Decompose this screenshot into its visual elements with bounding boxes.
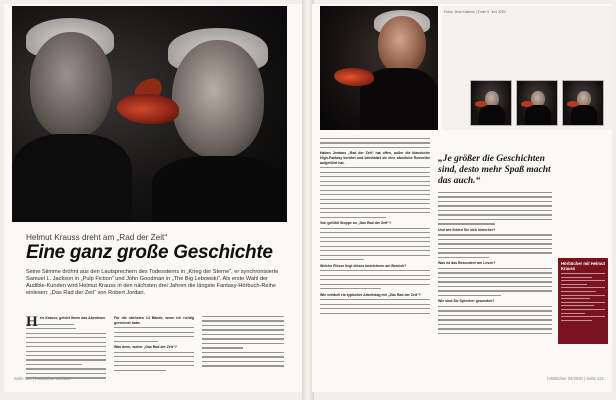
face-left: [30, 32, 112, 138]
question-text: Was denn, woher „Das Rad der Zeit“?: [114, 345, 177, 350]
body-text-block: [320, 167, 430, 218]
body-column-3: [202, 316, 284, 370]
question-text: err Krauss, gehört Ihnen das Abenteuer: [39, 316, 106, 320]
book-sidebar: [558, 258, 608, 344]
photo-credit: Fotos: Jens Kalaene | Erwin 5. Juni 2020: [444, 10, 506, 14]
sidebar-title: Hörbücher mit Helmut Krauss: [561, 261, 605, 271]
article-headline: Eine ganz große Geschichte: [26, 242, 273, 263]
body-text-block: [320, 299, 430, 314]
photo-strip: [442, 6, 612, 130]
body-shape: [12, 134, 132, 222]
thumbnail-photo: [470, 80, 512, 126]
body-text-block: [438, 306, 552, 334]
body-text-block: [438, 234, 552, 258]
body-text-block: [320, 270, 430, 289]
drop-cap: H: [26, 314, 38, 330]
body-text-block: [320, 228, 430, 261]
body-text-block: [114, 327, 194, 342]
question-text: Welche Flüsse liegt dieses bezeichnen am Bereich?: [320, 263, 407, 268]
article-lead: Seine Stimme dröhnt aus den Lautsprechern des Todessterns in „Krieg der Sterne“, er synchronisierte Samuel L. Jackson in „Pulp Fiction“ und John Goodman in „The Big Lebowski“. Als erste Wahl der Audible-Kunden wird Helmut Krauss in den nächsten drei Jahren die längste Fantasy-Hörbuch-Reihe einlesen: „Das Rad der Zeit“ von Robert Jordan.: [26, 269, 279, 296]
dragon-figure: [117, 94, 179, 124]
thumbnail-photo: [562, 80, 604, 126]
left-page: [4, 4, 304, 392]
question-text: Wie sind Sie Sprecher geworden?: [438, 299, 495, 304]
face-portrait: [378, 16, 426, 74]
dragon-figure: [334, 68, 374, 86]
body-text-block: [114, 352, 194, 371]
hero-photo: [12, 6, 287, 222]
question-text: Für die nächsten 14 Bände, wenn ich richtig gerechnet habe.: [114, 316, 194, 325]
article-kicker: Helmut Krauss dreht am „Rad der Zeit“: [26, 233, 168, 242]
right-body-column-2: [438, 192, 552, 337]
question-text: Haben Jordans „Rad der Zeit“ hat offen, außer die klassische High-Fantasy berührt und beinhaltet sie eine sämtliche Romreihe aufgeführt hat.: [320, 151, 430, 165]
thumbnail-photo: [516, 80, 558, 126]
portrait-photo: [320, 6, 438, 130]
face-right: [172, 40, 264, 158]
body-shape: [152, 156, 287, 222]
page-folio: Seite 120 | hörBücher 04/2020: [14, 376, 71, 381]
right-body-column-1: [320, 138, 430, 317]
page-folio: hörBücher 04/2020 | Seite 121: [547, 376, 604, 381]
pull-quote: „Je größer die Geschichten sind, desto mehr Spaß macht das auch.“: [438, 154, 551, 186]
body-column-2: [114, 316, 194, 374]
question-text: Was ist das Besondere am Lesen?: [438, 261, 496, 266]
body-column-1: [26, 316, 106, 382]
body-text-block: [320, 138, 430, 148]
right-page: [312, 4, 612, 392]
body-text-block: [438, 192, 552, 225]
question-text: Wie verläuft ein typischer Arbeitstag mit „Das Rad der Zeit“?: [320, 292, 421, 297]
body-text-block: [202, 316, 284, 367]
question-text: Und wie fühlen Sie sich hinterher?: [438, 227, 496, 232]
body-text-block: [26, 324, 106, 379]
question-text: Von gefühlt Stoppe an „Das Rad der Zeit“?: [320, 221, 392, 226]
body-text-block: [438, 268, 552, 296]
